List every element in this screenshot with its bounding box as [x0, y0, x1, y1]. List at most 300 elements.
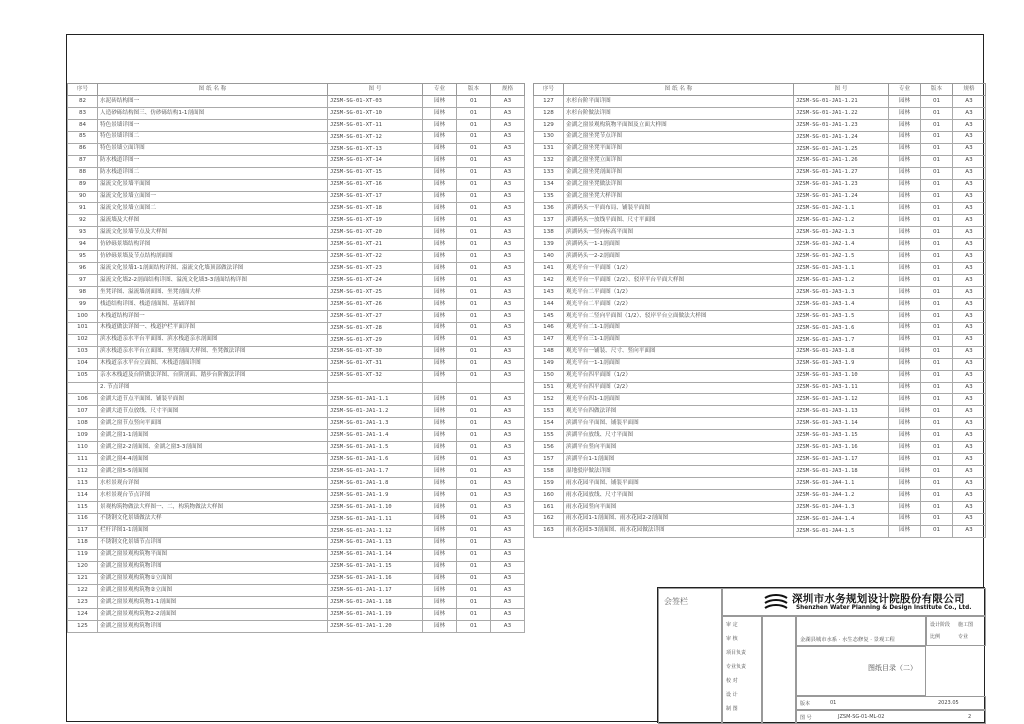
drawing-title: 金湖之窗坐凳剖面详图	[564, 167, 794, 179]
drawing-title: 雨水花园平面图、铺装平面图	[564, 478, 794, 490]
drawing-title: 观光平台一1-1剖面图	[564, 358, 794, 370]
drawing-title: 水杉台阶平面详图	[564, 96, 794, 108]
drawing-code: JZSM-SG-01-JA1-1.12	[328, 525, 423, 537]
paper-size: A3	[491, 263, 525, 275]
version: 01	[921, 263, 953, 275]
row-index: 85	[68, 131, 98, 143]
discipline: 园林	[423, 215, 457, 227]
table-row	[534, 251, 986, 263]
drawing-title: 金湖之窗景观构筑物详图	[98, 561, 328, 573]
discipline: 园林	[423, 585, 457, 597]
row-index: 107	[68, 406, 98, 418]
paper-size: A3	[491, 442, 525, 454]
drawing-title: 栏杆详图1-1剖面图	[98, 525, 328, 537]
discipline: 园林	[889, 442, 921, 454]
row-index: 129	[534, 119, 564, 131]
paper-size: A3	[491, 621, 525, 633]
drawing-code: JZSM-SG-01-XT-32	[328, 370, 423, 382]
paper-size: A3	[491, 489, 525, 501]
table-row	[68, 406, 525, 418]
paper-size: A3	[953, 466, 986, 478]
drawing-title: 金湖之窗坐凳平面详图	[564, 143, 794, 155]
drawing-title: 特色景墙详图一	[98, 119, 328, 131]
version: 01	[457, 549, 491, 561]
drawing-title: 金湖大道节点放线、尺寸平面图	[98, 406, 328, 418]
paper-size: A3	[491, 96, 525, 108]
paper-size: A3	[953, 478, 986, 490]
version: 01	[457, 251, 491, 263]
table-row	[534, 466, 986, 478]
version: 01	[457, 131, 491, 143]
table-row	[68, 191, 525, 203]
header-index: 序号	[534, 84, 564, 96]
version: 01	[457, 334, 491, 346]
table-row	[68, 513, 525, 525]
row-index: 111	[68, 454, 98, 466]
discipline: 园林	[423, 561, 457, 573]
row-index: 100	[68, 310, 98, 322]
drawing-code: JZSM-SG-01-JA4-1.4	[794, 513, 889, 525]
paper-size: A3	[953, 489, 986, 501]
drawing-code: JZSM-SG-01-XT-31	[328, 358, 423, 370]
table-row	[68, 275, 525, 287]
drawing-title: 不锈钢文化景墙节点详图	[98, 537, 328, 549]
row-index: 115	[68, 501, 98, 513]
row-index: 156	[534, 442, 564, 454]
version: 01	[457, 358, 491, 370]
discipline: 园林	[423, 418, 457, 430]
drawing-title: 金湖之窗4-4剖面图	[98, 454, 328, 466]
paper-size: A3	[953, 322, 986, 334]
version: 01	[457, 167, 491, 179]
version: 01	[457, 621, 491, 633]
row-index: 83	[68, 107, 98, 119]
table-row	[534, 454, 986, 466]
drawing-code: JZSM-SG-01-JA1-1.5	[328, 442, 423, 454]
table-row	[68, 167, 525, 179]
table-row	[534, 239, 986, 251]
drawing-title: 金湖之窗1-1剖面图	[98, 430, 328, 442]
table-row	[534, 287, 986, 299]
table-row	[534, 215, 986, 227]
drawing-title: 观光平台四平面图（1/2）	[564, 370, 794, 382]
drawing-code: JZSM-SG-01-JA1-1.25	[794, 143, 889, 155]
firm-logo-icon	[763, 592, 789, 612]
row-index: 150	[534, 370, 564, 382]
table-row	[68, 561, 525, 573]
discipline: 园林	[423, 454, 457, 466]
version: 01	[457, 119, 491, 131]
row-index: 147	[534, 334, 564, 346]
version: 01	[457, 573, 491, 585]
drawing-title: 木栈道做法详图一、栈道护栏平面详图	[98, 322, 328, 334]
drawing-code: JZSM-SG-01-JA1-1.24	[794, 131, 889, 143]
version: 01	[457, 191, 491, 203]
discipline: 园林	[423, 179, 457, 191]
row-index: 128	[534, 107, 564, 119]
table-row	[68, 597, 525, 609]
discipline: 园林	[889, 155, 921, 167]
drawing-code: JZSM-SG-01-JA1-1.21	[794, 96, 889, 108]
drawing-code: JZSM-SG-01-JA1-1.16	[328, 573, 423, 585]
drawing-title: 观光平台四1-1剖面图	[564, 394, 794, 406]
paper-size: A3	[953, 155, 986, 167]
discipline: 园林	[423, 394, 457, 406]
table-row	[534, 525, 986, 537]
row-index: 84	[68, 119, 98, 131]
drawing-title: 雨水花园放线、尺寸平面图	[564, 489, 794, 501]
drawing-code: JZSM-SG-01-JA4-1.2	[794, 489, 889, 501]
table-row	[534, 346, 986, 358]
discipline: 园林	[889, 454, 921, 466]
version: 01	[921, 430, 953, 442]
drawing-code: JZSM-SG-01-JA3-1.17	[794, 454, 889, 466]
drawing-code: JZSM-SG-01-JA3-1.18	[794, 466, 889, 478]
drawing-code: JZSM-SG-01-JA3-1.11	[794, 382, 889, 394]
paper-size: A3	[491, 107, 525, 119]
table-row	[68, 382, 525, 394]
header-number: 图 号	[328, 84, 423, 96]
header-discipline: 专业	[423, 84, 457, 96]
discipline: 园林	[423, 489, 457, 501]
discipline: 园林	[423, 322, 457, 334]
drawing-title: 滨湖码头一2-2剖面图	[564, 251, 794, 263]
row-index: 116	[68, 513, 98, 525]
row-index: 89	[68, 179, 98, 191]
drawing-title: 雨水花园竖向平面图	[564, 501, 794, 513]
header-version: 版本	[457, 84, 491, 96]
paper-size: A3	[953, 251, 986, 263]
discipline: 园林	[889, 215, 921, 227]
version: 01	[921, 131, 953, 143]
paper-size: A3	[953, 96, 986, 108]
row-index: 87	[68, 155, 98, 167]
drawing-code: JZSM-SG-01-JA3-1.5	[794, 310, 889, 322]
version: 01	[921, 382, 953, 394]
table-row	[68, 621, 525, 633]
discipline: 园林	[889, 275, 921, 287]
table-row	[68, 155, 525, 167]
discipline: 园林	[423, 346, 457, 358]
sheet-label: 图 号	[800, 715, 812, 721]
drawing-code: JZSM-SG-01-XT-10	[328, 107, 423, 119]
professional-label: 专业	[958, 634, 969, 640]
paper-size: A3	[491, 573, 525, 585]
table-row	[68, 537, 525, 549]
paper-size: A3	[953, 310, 986, 322]
version: 01	[457, 418, 491, 430]
paper-size: A3	[953, 119, 986, 131]
drawing-title: 滨湖平台平面图、铺装平面图	[564, 418, 794, 430]
drawing-title: 观光平台一平面图（1/2）	[564, 263, 794, 275]
discipline: 园林	[889, 263, 921, 275]
drawing-title: 不锈钢文化景墙做法大样	[98, 513, 328, 525]
drawing-code: JZSM-SG-01-JA3-1.13	[794, 406, 889, 418]
discipline: 园林	[423, 442, 457, 454]
discipline: 园林	[889, 334, 921, 346]
discipline: 园林	[423, 191, 457, 203]
row-index: 82	[68, 96, 98, 108]
paper-size: A3	[491, 310, 525, 322]
version: 01	[921, 287, 953, 299]
table-row	[68, 322, 525, 334]
discipline: 园林	[423, 406, 457, 418]
row-index: 108	[68, 418, 98, 430]
paper-size: A3	[953, 334, 986, 346]
version: 01	[921, 179, 953, 191]
drawing-title: 观光平台二平面图（1/2）	[564, 287, 794, 299]
version: 01	[921, 334, 953, 346]
discipline: 园林	[423, 466, 457, 478]
paper-size: A3	[491, 609, 525, 621]
row-index: 97	[68, 275, 98, 287]
discipline: 园林	[423, 513, 457, 525]
row-index: 162	[534, 513, 564, 525]
row-index: 94	[68, 239, 98, 251]
row-index: 140	[534, 251, 564, 263]
firm-name-cn: 深圳市水务规划设计院股份有限公司	[792, 593, 965, 605]
version: 01	[457, 489, 491, 501]
drawing-code: JZSM-SG-01-JA1-1.23	[794, 179, 889, 191]
discipline: 园林	[889, 478, 921, 490]
discipline: 园林	[423, 298, 457, 310]
row-index: 131	[534, 143, 564, 155]
paper-size: A3	[491, 119, 525, 131]
row-index: 127	[534, 96, 564, 108]
drawing-title: 溢流文化景墙立面图一	[98, 191, 328, 203]
row-index: 132	[534, 155, 564, 167]
drawing-title: 金湖之窗景观构筑物②立面图	[98, 585, 328, 597]
drawing-code: JZSM-SG-01-XT-21	[328, 239, 423, 251]
paper-size: A3	[953, 430, 986, 442]
version: 01	[921, 215, 953, 227]
drawing-code: JZSM-SG-01-JA1-1.20	[328, 621, 423, 633]
table-row	[68, 107, 525, 119]
version: 01	[921, 525, 953, 537]
drawing-title: 金湖之窗坐凳立面详图	[564, 155, 794, 167]
version: 01	[457, 430, 491, 442]
table-row	[534, 96, 986, 108]
version-label: 版本	[800, 701, 811, 707]
row-index: 154	[534, 418, 564, 430]
version: 01	[457, 478, 491, 490]
version: 01	[921, 346, 953, 358]
row-index: 99	[68, 298, 98, 310]
drawing-number: JZSM-SG-01-ML-02	[838, 714, 885, 720]
paper-size: A3	[953, 203, 986, 215]
paper-size: A3	[953, 406, 986, 418]
row-index: 120	[68, 561, 98, 573]
table-row	[534, 382, 986, 394]
discipline: 园林	[889, 322, 921, 334]
drawing-title: 金湖之窗5-5剖面图	[98, 466, 328, 478]
paper-size: A3	[953, 346, 986, 358]
drawing-code: JZSM-SG-01-JA1-1.24	[794, 191, 889, 203]
version: 01	[921, 107, 953, 119]
paper-size: A3	[491, 227, 525, 239]
drawing-code	[328, 382, 423, 394]
version: 01	[921, 298, 953, 310]
version: 01	[457, 585, 491, 597]
drawing-title: 金湖之窗景观构筑物平面图及立面大样图	[564, 119, 794, 131]
drawing-title: 雨水花园3-3剖面图、雨水花园做法详图	[564, 525, 794, 537]
discipline: 园林	[423, 275, 457, 287]
row-index: 144	[534, 298, 564, 310]
stage-label: 设计阶段	[930, 622, 951, 628]
version: 01	[457, 513, 491, 525]
version: 01	[921, 203, 953, 215]
table-row	[68, 287, 525, 299]
paper-size: A3	[953, 370, 986, 382]
drawing-title: 仿砂砾景墙结构详图	[98, 239, 328, 251]
discipline: 园林	[423, 143, 457, 155]
paper-size: A3	[491, 537, 525, 549]
paper-size: A3	[953, 227, 986, 239]
drawing-title: 金湖之窗坐凳大样详图	[564, 191, 794, 203]
drawing-code: JZSM-SG-01-JA1-1.27	[794, 167, 889, 179]
drawing-code: JZSM-SG-01-JA1-1.11	[328, 513, 423, 525]
drawing-code: JZSM-SG-01-JA3-1.3	[794, 287, 889, 299]
table-row	[68, 251, 525, 263]
left-header-row	[68, 84, 525, 96]
row-index: 91	[68, 203, 98, 215]
version: 01	[921, 239, 953, 251]
row-index: 159	[534, 478, 564, 490]
version: 01	[457, 394, 491, 406]
version: 01	[921, 489, 953, 501]
paper-size: A3	[491, 155, 525, 167]
version: 01	[457, 143, 491, 155]
right-header-row	[534, 84, 986, 96]
version: 01	[457, 370, 491, 382]
drawing-title: 观光平台一平面图（2/2）、驳岸平台平面大样图	[564, 275, 794, 287]
row-index: 160	[534, 489, 564, 501]
table-row	[68, 573, 525, 585]
drawing-title: 滨湖码头一放线平面图、尺寸平面图	[564, 215, 794, 227]
drawing-code: JZSM-SG-01-JA2-1.2	[794, 215, 889, 227]
paper-size: A3	[953, 513, 986, 525]
title-block	[657, 587, 985, 723]
discipline: 园林	[889, 107, 921, 119]
paper-size: A3	[491, 513, 525, 525]
signature-column	[762, 616, 796, 724]
table-row	[68, 263, 525, 275]
role-label: 项目负责	[726, 650, 747, 656]
discipline: 园林	[889, 191, 921, 203]
drawing-code: JZSM-SG-01-XT-19	[328, 215, 423, 227]
paper-size: A3	[491, 143, 525, 155]
drawing-code: JZSM-SG-01-XT-28	[328, 322, 423, 334]
paper-size: A3	[953, 263, 986, 275]
paper-size: A3	[953, 167, 986, 179]
row-index: 102	[68, 334, 98, 346]
row-index: 148	[534, 346, 564, 358]
drawing-title: 金湖之窗坐凳节点详图	[564, 131, 794, 143]
drawing-title: 观光平台三1-1剖面图	[564, 334, 794, 346]
drawing-title: 金湖之窗节点竖向平面图	[98, 418, 328, 430]
project-name: 金湖县城市水系 · 水生态修复 · 景观工程	[800, 637, 895, 643]
table-row	[68, 394, 525, 406]
drawing-title: 滨湖码头一竖向标高平面图	[564, 227, 794, 239]
paper-size: A3	[953, 382, 986, 394]
version: 01	[921, 454, 953, 466]
discipline: 园林	[423, 239, 457, 251]
drawing-code: JZSM-SG-01-JA1-1.9	[328, 489, 423, 501]
paper-size: A3	[491, 179, 525, 191]
drawing-title: 溢流文化景墙平面图	[98, 179, 328, 191]
discipline: 园林	[889, 489, 921, 501]
paper-size: A3	[953, 418, 986, 430]
table-row	[68, 215, 525, 227]
drawing-title: 溢流墙及大样图	[98, 215, 328, 227]
paper-size: A3	[491, 275, 525, 287]
table-row	[68, 143, 525, 155]
header-size: 规格	[491, 84, 525, 96]
drawing-title: 湿地驳岸做法详图	[564, 466, 794, 478]
row-index: 145	[534, 310, 564, 322]
version: 01	[921, 275, 953, 287]
row-index: 153	[534, 406, 564, 418]
drawing-title: 金湖大道节点平面图、铺装平面图	[98, 394, 328, 406]
version: 01	[921, 191, 953, 203]
discipline: 园林	[889, 370, 921, 382]
table-row	[68, 358, 525, 370]
drawing-code: JZSM-SG-01-JA1-1.8	[328, 478, 423, 490]
table-row	[68, 454, 525, 466]
drawing-code: JZSM-SG-01-JA2-1.3	[794, 227, 889, 239]
row-index: 103	[68, 346, 98, 358]
scale-label: 比例	[930, 634, 941, 640]
drawing-code: JZSM-SG-01-XT-15	[328, 167, 423, 179]
paper-size: A3	[953, 191, 986, 203]
drawing-code: JZSM-SG-01-XT-12	[328, 131, 423, 143]
discipline: 园林	[423, 525, 457, 537]
paper-size: A3	[953, 107, 986, 119]
discipline: 园林	[423, 537, 457, 549]
table-row	[68, 370, 525, 382]
header-number: 图 号	[794, 84, 889, 96]
table-row	[534, 358, 986, 370]
drawing-code: JZSM-SG-01-XT-20	[328, 227, 423, 239]
table-row	[68, 298, 525, 310]
drawing-title: 观光平台二平面图（2/2）	[564, 298, 794, 310]
paper-size: A3	[953, 143, 986, 155]
page-number: 2	[968, 714, 972, 720]
row-index: 151	[534, 382, 564, 394]
discipline: 园林	[423, 203, 457, 215]
table-row	[534, 227, 986, 239]
drawing-code: JZSM-SG-01-XT-17	[328, 191, 423, 203]
drawing-title: 溢流文化景墙1-1剖面结构详图、溢流文化墙顶部做法详图	[98, 263, 328, 275]
table-row	[534, 155, 986, 167]
paper-size: A3	[953, 442, 986, 454]
paper-size: A3	[953, 239, 986, 251]
row-index: 136	[534, 203, 564, 215]
table-row	[68, 430, 525, 442]
table-row	[68, 239, 525, 251]
drawing-title: 木栈道亲水平台立面图、木栈道剖面详图	[98, 358, 328, 370]
drawing-code: JZSM-SG-01-XT-13	[328, 143, 423, 155]
row-index: 119	[68, 549, 98, 561]
table-row	[68, 609, 525, 621]
row-index: 123	[68, 597, 98, 609]
version: 01	[457, 179, 491, 191]
paper-size: A3	[491, 215, 525, 227]
table-row	[534, 119, 986, 131]
header-size: 规格	[953, 84, 986, 96]
version: 01	[921, 358, 953, 370]
drawing-title: 亲水木栈道及台阶做法详图、台阶剖面、踏步台阶做法详图	[98, 370, 328, 382]
